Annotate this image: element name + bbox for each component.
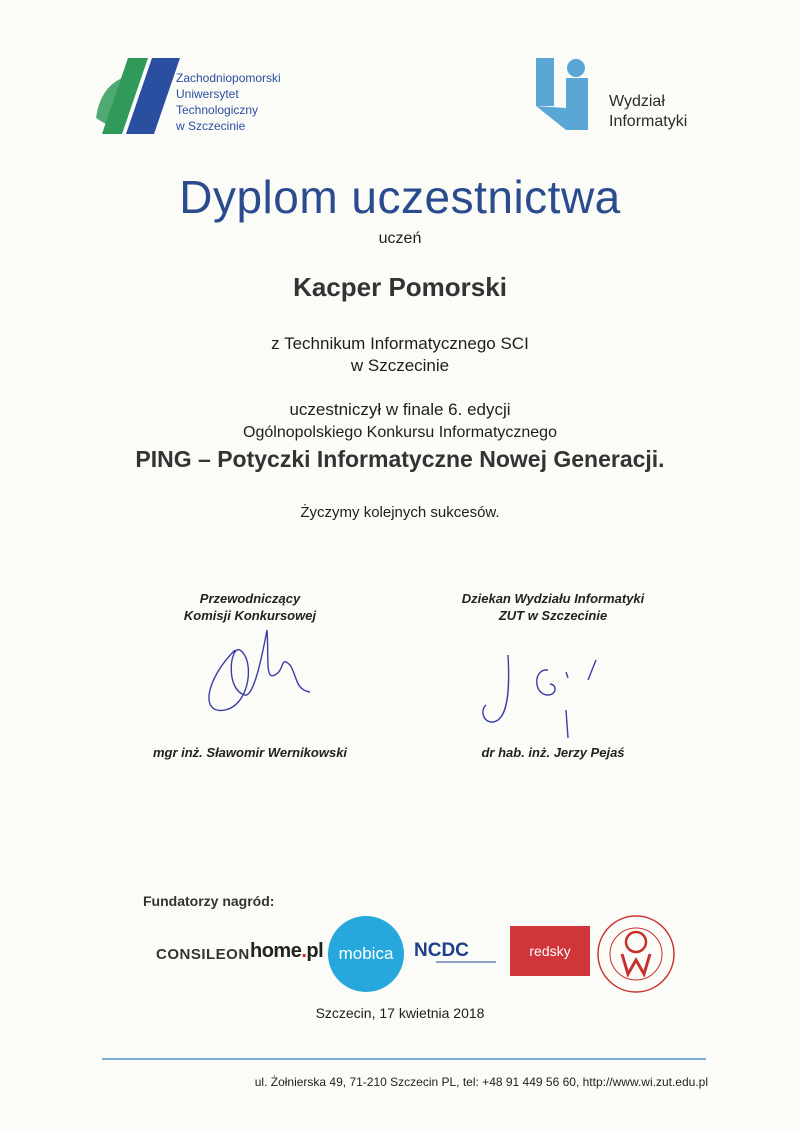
consileon-logo: CONSILEON [156,946,250,963]
faculty-name: Wydział Informatyki [609,93,688,130]
left-signatory-name: mgr inż. Sławomir Wernikowski [152,745,348,760]
recipient-name: Kacper Pomorski [293,272,507,302]
diploma-title: Dyplom uczestnictwa [179,171,621,223]
contest-name: PING – Potyczki Informatyczne Nowej Generacji. [135,446,665,472]
school-line-1: z Technikum Informatycznego SCI [271,334,529,353]
ncdc-tagline-line [436,961,496,963]
footer-divider [102,1058,706,1060]
homepl-logo: home.pl [250,940,324,962]
faculty-logo-icon [536,58,588,130]
recipient-role: uczeń [378,230,422,247]
right-signatory-title: Dziekan Wydziału Informatyki ZUT w Szczecinie [461,591,645,623]
university-name: Zachodniopomorski Uniwersytet Technologiczny w Szczecinie [176,71,281,133]
right-signatory-name: dr hab. inż. Jerzy Pejaś [481,745,625,760]
mobica-logo: mobica [328,916,404,992]
issue-date: Szczecin, 17 kwietnia 2018 [315,1005,485,1021]
zut-logo-icon [92,58,182,134]
redsky-logo: redsky [510,926,590,976]
ncdc-logo: NCDC [414,940,469,961]
right-signature-icon [478,650,608,740]
wishes-text: Życzymy kolejnych sukcesów. [300,504,500,521]
association-seal-icon [596,914,676,994]
left-signatory-title: Przewodniczący Komisji Konkursowej [183,591,317,623]
footer-address: ul. Żołnierska 49, 71-210 Szczecin PL, tel: +48 91 449 56 60, http://www.wi.zut.edu.pl [254,1075,708,1089]
participation-line-1: uczestniczył w finale 6. edycji [289,400,511,419]
school-line-2: w Szczecinie [350,356,450,375]
left-signature-icon [195,620,315,720]
participation-line-2: Ogólnopolskiego Konkursu Informatycznego [243,424,557,441]
funders-label: Fundatorzy nagród: [143,893,275,909]
